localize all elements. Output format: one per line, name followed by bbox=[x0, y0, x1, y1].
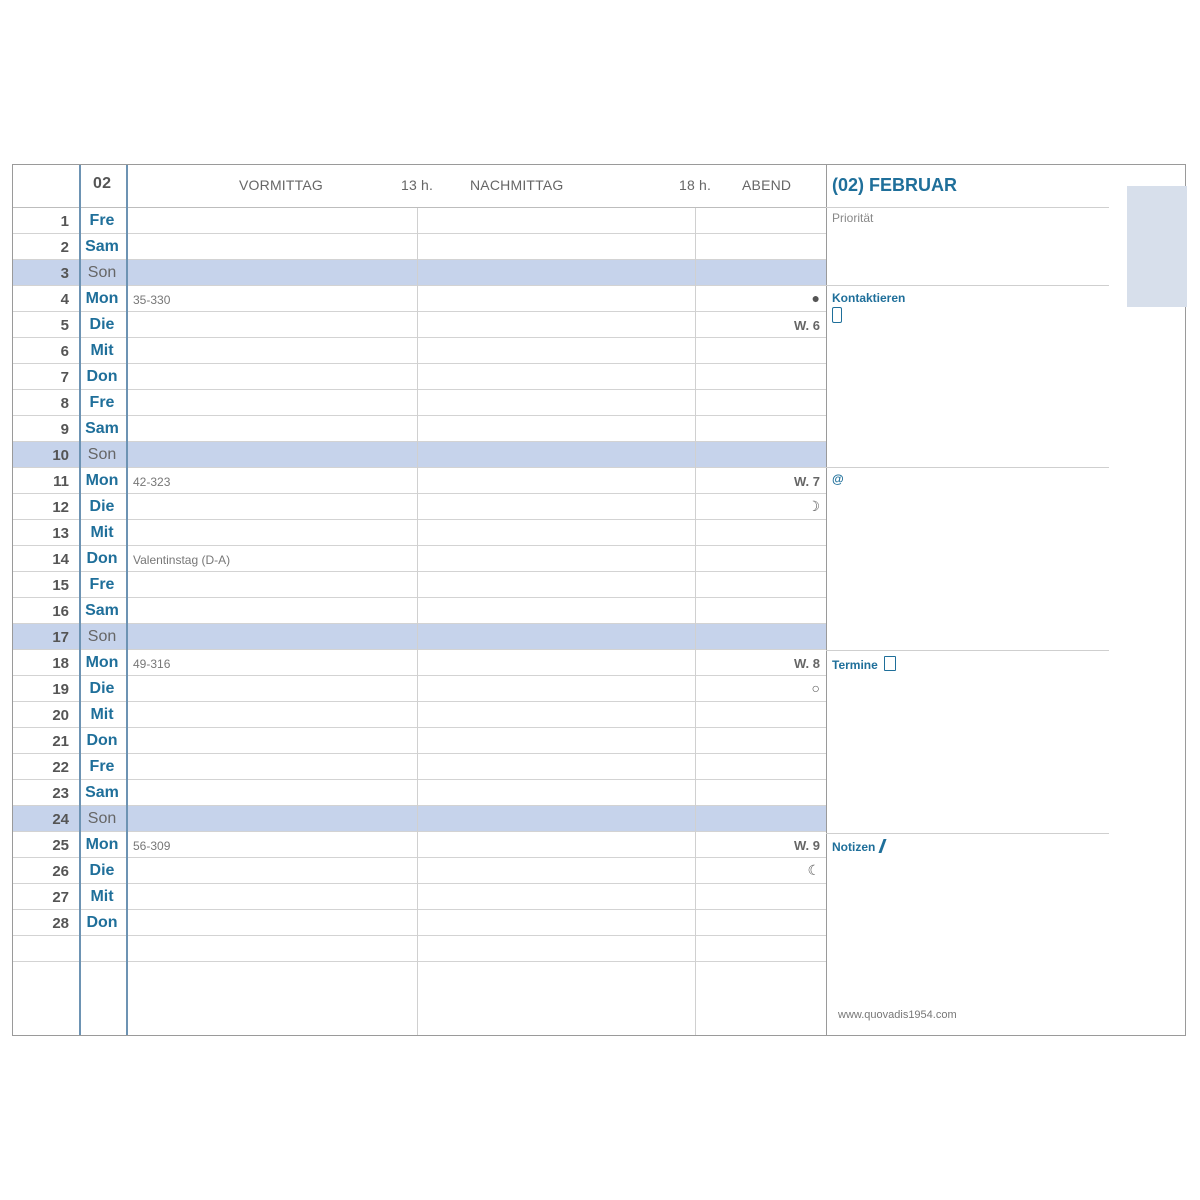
day-number: 15 bbox=[52, 577, 69, 594]
week-number: W. 9 bbox=[793, 838, 820, 853]
title-underline bbox=[826, 207, 1109, 208]
day-name: Son bbox=[87, 264, 117, 281]
day-row[interactable] bbox=[13, 910, 826, 936]
month-tab bbox=[1127, 186, 1187, 307]
moon-phase-icon: ○ bbox=[811, 680, 820, 696]
appointments-text: Termine bbox=[832, 658, 878, 672]
day-row[interactable] bbox=[13, 624, 826, 650]
day-name: Mit bbox=[90, 524, 114, 541]
day-row[interactable] bbox=[13, 936, 826, 962]
day-number: 2 bbox=[60, 239, 69, 256]
day-name: Son bbox=[87, 628, 117, 645]
contact-label: Kontaktieren bbox=[832, 291, 906, 305]
time-18-header: 18 h. bbox=[679, 177, 712, 193]
day-row[interactable] bbox=[13, 546, 826, 572]
day-name: Fre bbox=[89, 394, 115, 411]
planner-page bbox=[12, 164, 1186, 1036]
day-row[interactable] bbox=[13, 728, 826, 754]
day-row[interactable] bbox=[13, 858, 826, 884]
time-13-header: 13 h. bbox=[401, 177, 434, 193]
email-symbol: @ bbox=[832, 472, 844, 486]
afternoon-header: NACHMITTAG bbox=[470, 177, 564, 193]
panel-divider bbox=[826, 165, 827, 1035]
day-note: 49-316 bbox=[133, 657, 171, 671]
day-name: Fre bbox=[89, 576, 115, 593]
moon-phase-icon: ☾ bbox=[807, 862, 820, 878]
day-name: Sam bbox=[85, 602, 119, 619]
week-number: W. 6 bbox=[793, 318, 820, 333]
day-name: Sam bbox=[85, 238, 119, 255]
day-number: 18 bbox=[52, 655, 69, 672]
day-number: 26 bbox=[52, 863, 69, 880]
day-row[interactable] bbox=[13, 806, 826, 832]
day-number: 7 bbox=[60, 369, 69, 386]
day-row[interactable] bbox=[13, 494, 826, 520]
day-note: 35-330 bbox=[133, 293, 171, 307]
day-name: Son bbox=[87, 446, 117, 463]
day-row[interactable] bbox=[13, 832, 826, 858]
day-number: 6 bbox=[60, 343, 69, 360]
day-number: 28 bbox=[52, 915, 69, 932]
day-name: Mon bbox=[85, 654, 119, 671]
day-name: Sam bbox=[85, 784, 119, 801]
day-row[interactable] bbox=[13, 598, 826, 624]
day-note: 42-323 bbox=[133, 475, 171, 489]
day-number: 9 bbox=[60, 421, 69, 438]
day-name: Fre bbox=[89, 212, 115, 229]
day-number: 25 bbox=[52, 837, 69, 854]
day-name: Die bbox=[89, 862, 115, 879]
day-name: Don bbox=[86, 368, 118, 385]
priority-divider bbox=[826, 285, 1109, 286]
day-number: 24 bbox=[52, 811, 69, 828]
day-row[interactable] bbox=[13, 650, 826, 676]
week-number: W. 7 bbox=[793, 474, 820, 489]
day-row[interactable] bbox=[13, 286, 826, 312]
day-number: 5 bbox=[60, 317, 69, 334]
email-divider bbox=[826, 650, 1109, 651]
day-name: Mon bbox=[85, 290, 119, 307]
day-number: 13 bbox=[52, 525, 69, 542]
moon-phase-icon: ● bbox=[811, 290, 820, 306]
day-row[interactable] bbox=[13, 884, 826, 910]
notes-label bbox=[832, 839, 884, 854]
day-note: Valentinstag (D-A) bbox=[133, 553, 231, 567]
day-row[interactable] bbox=[13, 468, 826, 494]
day-row[interactable] bbox=[13, 962, 826, 988]
day-row[interactable] bbox=[13, 260, 826, 286]
day-row[interactable] bbox=[13, 390, 826, 416]
day-number: 21 bbox=[52, 733, 69, 750]
day-number: 16 bbox=[52, 603, 69, 620]
day-name: Don bbox=[86, 914, 118, 931]
appointments-divider bbox=[826, 833, 1109, 834]
day-row[interactable] bbox=[13, 520, 826, 546]
week-number: W. 8 bbox=[793, 656, 820, 671]
day-row[interactable] bbox=[13, 338, 826, 364]
day-number: 23 bbox=[52, 785, 69, 802]
dayname-divider bbox=[126, 165, 128, 1035]
priority-label: Priorität bbox=[832, 211, 874, 225]
day-rows bbox=[13, 208, 826, 988]
day-number: 27 bbox=[52, 889, 69, 906]
divider-13h bbox=[417, 208, 418, 1035]
day-number: 10 bbox=[52, 447, 69, 464]
divider-18h bbox=[695, 208, 696, 1035]
footer-url: www.quovadis1954.com bbox=[838, 1009, 957, 1021]
day-number: 4 bbox=[60, 291, 69, 308]
day-name: Die bbox=[89, 680, 115, 697]
day-row[interactable] bbox=[13, 364, 826, 390]
morning-header: VORMITTAG bbox=[239, 177, 323, 193]
day-name: Mon bbox=[85, 836, 119, 853]
day-name: Mit bbox=[90, 706, 114, 723]
panel-title: (02) FEBRUAR bbox=[832, 175, 958, 195]
day-number: 19 bbox=[52, 681, 69, 698]
day-name: Die bbox=[89, 316, 115, 333]
day-name: Mit bbox=[90, 342, 114, 359]
day-row[interactable] bbox=[13, 234, 826, 260]
day-name: Don bbox=[86, 550, 118, 567]
day-name: Mit bbox=[90, 888, 114, 905]
day-name: Don bbox=[86, 732, 118, 749]
day-number: 20 bbox=[52, 707, 69, 724]
daynum-divider bbox=[79, 165, 81, 1035]
day-number: 11 bbox=[53, 473, 69, 490]
day-row[interactable] bbox=[13, 312, 826, 338]
day-number: 22 bbox=[52, 759, 69, 776]
day-name: Mon bbox=[85, 472, 119, 489]
pen-icon bbox=[879, 839, 887, 853]
day-row[interactable] bbox=[13, 442, 826, 468]
phone-icon bbox=[832, 307, 842, 323]
day-number: 12 bbox=[52, 499, 69, 516]
day-row[interactable] bbox=[13, 702, 826, 728]
moon-phase-icon: ☽ bbox=[807, 498, 820, 514]
day-name: Die bbox=[89, 498, 115, 515]
day-number: 14 bbox=[52, 551, 69, 568]
appointments-label bbox=[832, 656, 896, 672]
day-row[interactable] bbox=[13, 572, 826, 598]
evening-header: ABEND bbox=[742, 177, 792, 193]
contact-divider bbox=[826, 467, 1109, 468]
notes-text: Notizen bbox=[832, 840, 876, 854]
day-row[interactable] bbox=[13, 780, 826, 806]
day-row[interactable] bbox=[13, 416, 826, 442]
day-number: 8 bbox=[60, 395, 69, 412]
month-number: 02 bbox=[93, 175, 112, 192]
day-name: Fre bbox=[89, 758, 115, 775]
day-row[interactable] bbox=[13, 754, 826, 780]
day-note: 56-309 bbox=[133, 839, 171, 853]
day-number: 1 bbox=[60, 213, 69, 230]
day-number: 3 bbox=[60, 265, 69, 282]
day-number: 17 bbox=[52, 629, 69, 646]
day-row[interactable] bbox=[13, 208, 826, 234]
day-name: Sam bbox=[85, 420, 119, 437]
day-row[interactable] bbox=[13, 676, 826, 702]
day-name: Son bbox=[87, 810, 117, 827]
document-icon bbox=[884, 656, 896, 671]
